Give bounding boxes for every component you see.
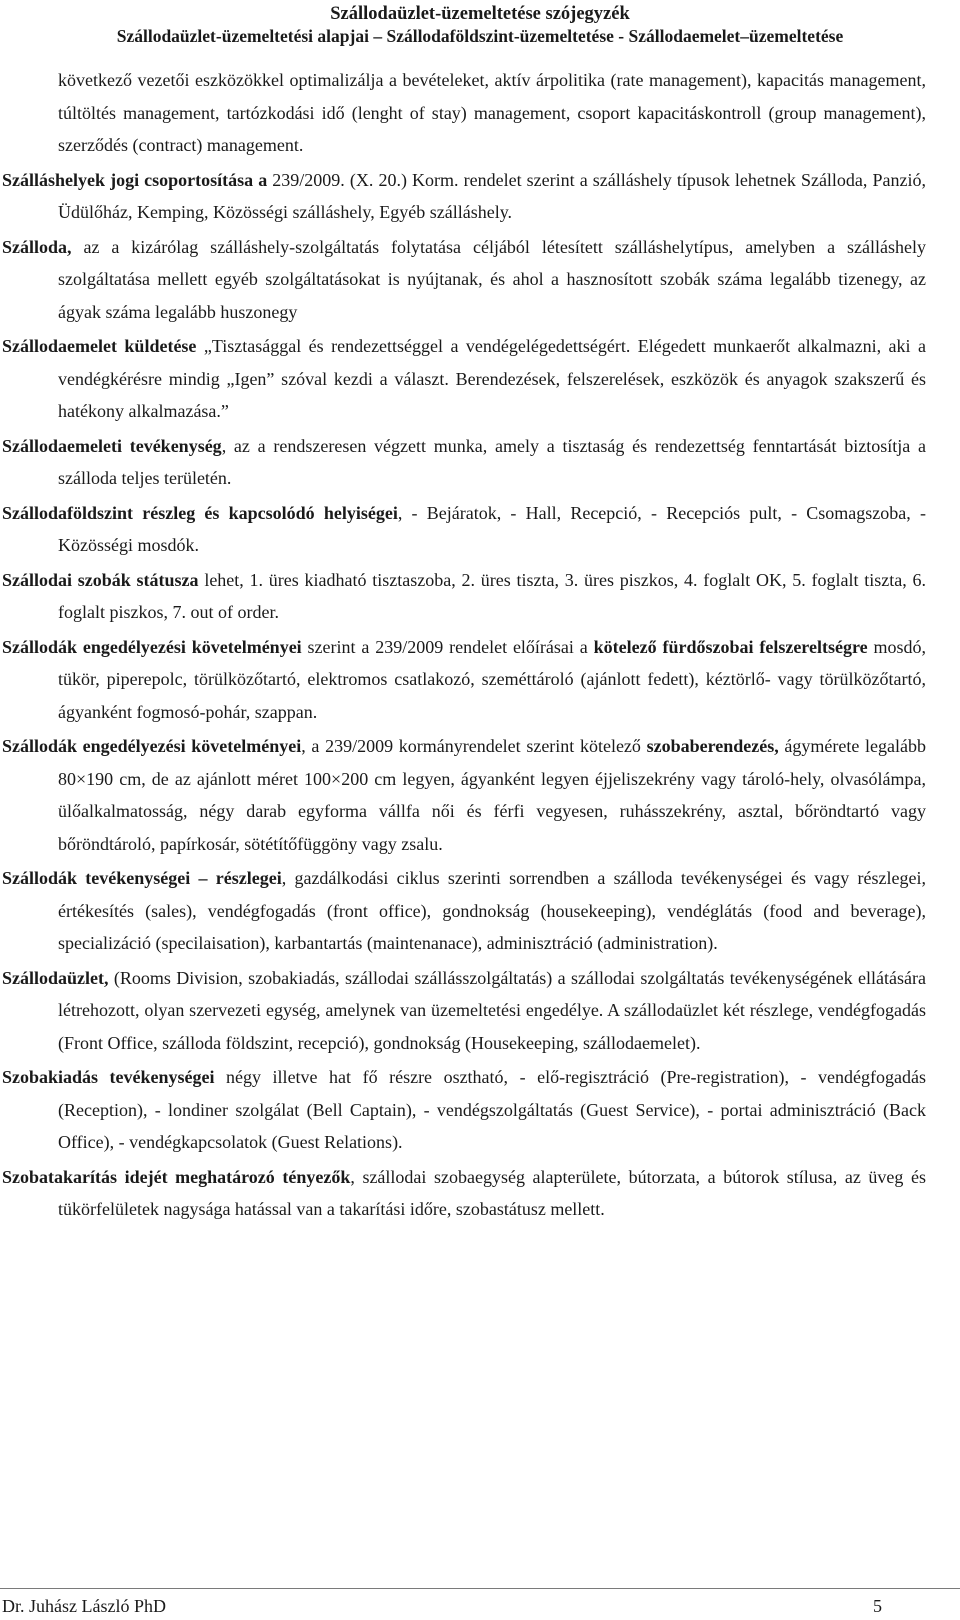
footer-author: Dr. Juhász László PhD [2, 1596, 166, 1616]
definition-text: , - Bejáratok, - Hall, Recepció, - Recepciós pult, - Csomagszoba, - Közösségi mosdók. [58, 502, 926, 555]
term-label: Szobakiadás tevékenységei [2, 1067, 215, 1087]
document-subtitle: Szállodaüzlet-üzemeltetési alapjai – Szállodaföldszint-üzemeltetése - Szállodaemelet–üzemeltetése [116, 26, 844, 46]
glossary-entry [2, 862, 926, 960]
term-label: Szállodaföldszint részleg és kapcsolódó helyiségei [2, 502, 398, 523]
document-title: Szállodaüzlet-üzemeltetése szójegyzék [330, 4, 630, 24]
definition-text: (Rooms Division, szobakiadás, szállodai szállásszolgáltatás) a szállodai szolgáltatás tevékenységének ellátására létrehozott, olyan szervezeti egység, amelynek van üzemeltetési engedélye. A szállodaüzlet két részlege, vendégfogadás (Front Office, szálloda földszint, recepció), gondnokság (Housekeeping, szállodaemelet). [58, 967, 926, 1053]
term-label: szobaberendezés, [646, 736, 779, 756]
definition-text: „Tisztasággal és rendezettséggel a vendégelégedettségért. Elégedett munkaerőt alkalmazni, aki a vendégkérésre mindig „Igen” szóval kezdi a választ. Berendezések, felszerelések, eszközök és anyagok szakszerű és hatékony alkalmazása.” [58, 336, 926, 421]
definition-text: , az a rendszeresen végzett munka, amely a tisztaság és rendezettség fenntartását biztosítja a szálloda teljes területén. [58, 435, 926, 488]
definition-text: szerint a 239/2009 rendelet előírásai a [301, 636, 594, 657]
glossary-entry [2, 730, 926, 860]
term-label: Szálloda, [2, 236, 72, 257]
definition-text: ágymérete legalább 80×190 cm, de az ajánlott méret 100×200 cm legyen, ágyanként legyen éjjeliszekrény vagy tároló-hely, olvasólámpa, ülőalkalmatosság, négy darab egyforma vállfa női és férfi vegyesen, ruhásszekrény, asztal, bőröndtartó vagy bőröndtároló, papírkosár, sötétítőfüggöny vagy zsalu. [58, 736, 926, 854]
term-label: Szálláshelyek jogi csoportosítása a [2, 169, 268, 190]
glossary-entry [2, 430, 926, 495]
definition-text: 239/2009. (X. 20.) Korm. rendelet szerint a szálláshely típusok lehetnek Szálloda, Panzió, Üdülőház, Kemping, Közösségi szálláshely, Egyéb szálláshely. [58, 169, 926, 222]
term-label: szobák státusza [77, 569, 199, 590]
term-label: Szobatakarítás idejét meghatározó tényezők [2, 1166, 351, 1187]
term-label: Szállodaemeleti tevékenység [2, 435, 222, 456]
definition-text: négy illetve hat fő részre osztható, - elő-regisztráció (Pre-registration), - vendégfogadás (Reception), - londiner szolgálat (Bell Captain), - vendégszolgáltatás (Guest Service), - portai adminisztráció (Back Office), - vendégkapcsolatok (Guest Relations). [58, 1067, 926, 1152]
definition-text: mosdó, tükör, piperepolc, törülközőtartó, elektromos csatlakozó, szeméttároló (ajánlott fedett), kéztörlő- vagy törülközőtartó, ágyanként fogmosó-pohár, szappan. [58, 636, 926, 722]
page-header [0, 0, 960, 47]
glossary-body [2, 64, 926, 1228]
glossary-entry [2, 497, 926, 562]
term-label: Szállodák tevékenységei – részlegei [2, 868, 282, 888]
glossary-entry [2, 631, 926, 729]
term-label: Szállodaemelet küldetése [2, 336, 197, 356]
definition-text: az a kizárólag szálláshely-szolgáltatás folytatása céljából létesített szálláshelytípus, amelyben a szálláshely szolgáltatása mellett egyéb szolgáltatásokat is nyújtanak, és ahol a hasznosított szobák száma legalább tizenegy, az ágyak száma legalább huszonegy [58, 236, 926, 322]
definition-text: , gazdálkodási ciklus szerinti sorrendben a szálloda tevékenységei és vagy részlegei, értékesítés (sales), vendégfogadás (front office), gondnokság (housekeeping), vendéglátás (food and beverage), specializáció (specilaisation), karbantartás (maintenanace), adminisztráció (administration). [58, 868, 926, 953]
glossary-entry [2, 1061, 926, 1159]
glossary-entry [2, 231, 926, 329]
definition-text: , szállodai szobaegység alapterülete, bútorzata, a bútorok stílusa, az üveg és tükörfelületek nagysága hatással van a takarítási időre, szobastátusz mellett. [58, 1166, 926, 1219]
glossary-entry [2, 330, 926, 428]
glossary-entry [2, 164, 926, 229]
definition-text: lehet, 1. üres kiadható tisztaszoba, 2. üres tiszta, 3. üres piszkos, 4. foglalt OK, 5. foglalt tiszta, 6. foglalt piszkos, 7. out of order. [58, 569, 927, 622]
definition-text: következő vezetői eszközökkel optimalizálja a bevételeket, aktív árpolitika (rate management), kapacitás management, túltöltés management, tartózkodási idő (lenght of stay) management, csoport kapacitáskontroll (group management), szerződés (contract) management. [58, 70, 926, 155]
term-label: Szállodai [2, 569, 73, 590]
term-label: Szállodaüzlet, [2, 967, 109, 988]
glossary-entry [2, 962, 926, 1060]
term-label: kötelező fürdőszobai felszereltségre [593, 636, 868, 657]
footer-divider [0, 1588, 960, 1589]
term-label: Szállodák engedélyezési követelményei [2, 736, 302, 756]
term-label: Szállodák engedélyezési követelményei [2, 636, 302, 657]
glossary-entry [2, 64, 926, 162]
page-number: 5 [873, 1596, 882, 1616]
definition-text: , a 239/2009 kormányrendelet szerint kötelező [301, 736, 647, 756]
glossary-entry [2, 1161, 926, 1226]
glossary-entry [2, 564, 926, 629]
